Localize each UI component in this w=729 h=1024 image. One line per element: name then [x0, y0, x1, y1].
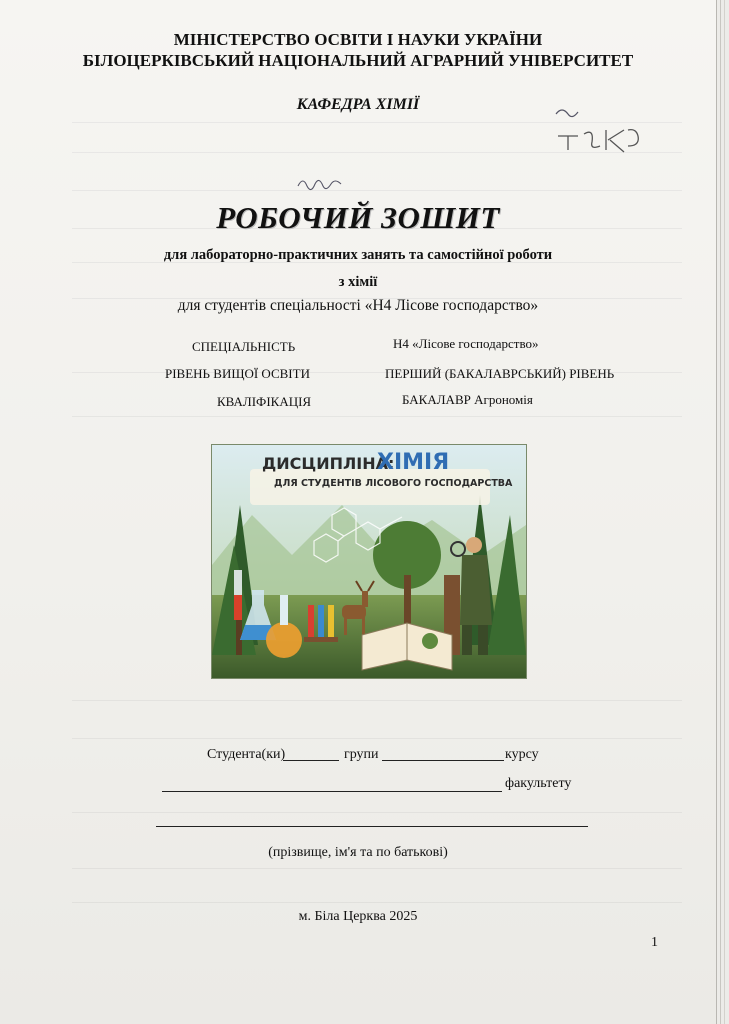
- page-edge: [720, 0, 721, 1024]
- page-number: 1: [651, 935, 658, 950]
- cover-audience: ДЛЯ СТУДЕНТІВ ЛІСОВОГО ГОСПОДАРСТВА: [274, 478, 513, 489]
- student-label: Студента(ки): [207, 747, 286, 762]
- info-label-qualification: КВАЛІФІКАЦІЯ: [217, 394, 312, 409]
- subtitle-line-3: для студентів спеціальності «Н4 Лісове господарство»: [177, 297, 539, 314]
- subtitle-line-1: для лабораторно-практичних занять та самостійної роботи: [163, 247, 553, 263]
- handwritten-note-mark: [548, 100, 663, 155]
- handwritten-scribble: [296, 172, 344, 194]
- ministry-heading: МІНІСТЕРСТВО ОСВІТИ І НАУКИ УКРАЇНИ: [173, 30, 543, 49]
- faculty-field[interactable]: [162, 791, 502, 792]
- info-label-specialty: СПЕЦІАЛЬНІСТЬ: [192, 339, 296, 354]
- subtitle-line-2: з хімії: [338, 274, 378, 290]
- department-heading: КАФЕДРА ХІМІЇ: [296, 96, 420, 113]
- city-year: м. Біла Церква 2025: [298, 909, 418, 924]
- cover-subject: ХІМІЯ: [377, 450, 450, 475]
- workbook-title: РОБОЧИЙ ЗОШИТ: [216, 200, 500, 235]
- full-name-field[interactable]: [156, 826, 588, 827]
- info-value-qualification: БАКАЛАВР Агрономія: [402, 392, 533, 407]
- full-name-hint: (прізвище, ім'я та по батькові): [268, 845, 448, 860]
- faculty-label: факультету: [505, 776, 572, 791]
- course-label: курсу: [505, 747, 539, 762]
- student-name-field[interactable]: [283, 760, 339, 761]
- info-label-level: РІВЕНЬ ВИЩОЇ ОСВІТИ: [165, 366, 310, 381]
- group-field[interactable]: [382, 760, 504, 761]
- cover-illustration: [211, 444, 527, 679]
- page-edge: [716, 0, 717, 1024]
- cover-discipline-label: ДИСЦИПЛІНА:: [262, 454, 395, 473]
- group-label: групи: [344, 747, 379, 762]
- info-value-specialty: Н4 «Лісове господарство»: [393, 336, 539, 351]
- info-value-level: ПЕРШИЙ (БАКАЛАВРСЬКИЙ) РІВЕНЬ: [385, 366, 615, 381]
- university-heading: БІЛОЦЕРКІВСЬКИЙ НАЦІОНАЛЬНИЙ АГРАРНИЙ УНІВЕРСИТЕТ: [82, 51, 634, 70]
- page-edge: [724, 0, 725, 1024]
